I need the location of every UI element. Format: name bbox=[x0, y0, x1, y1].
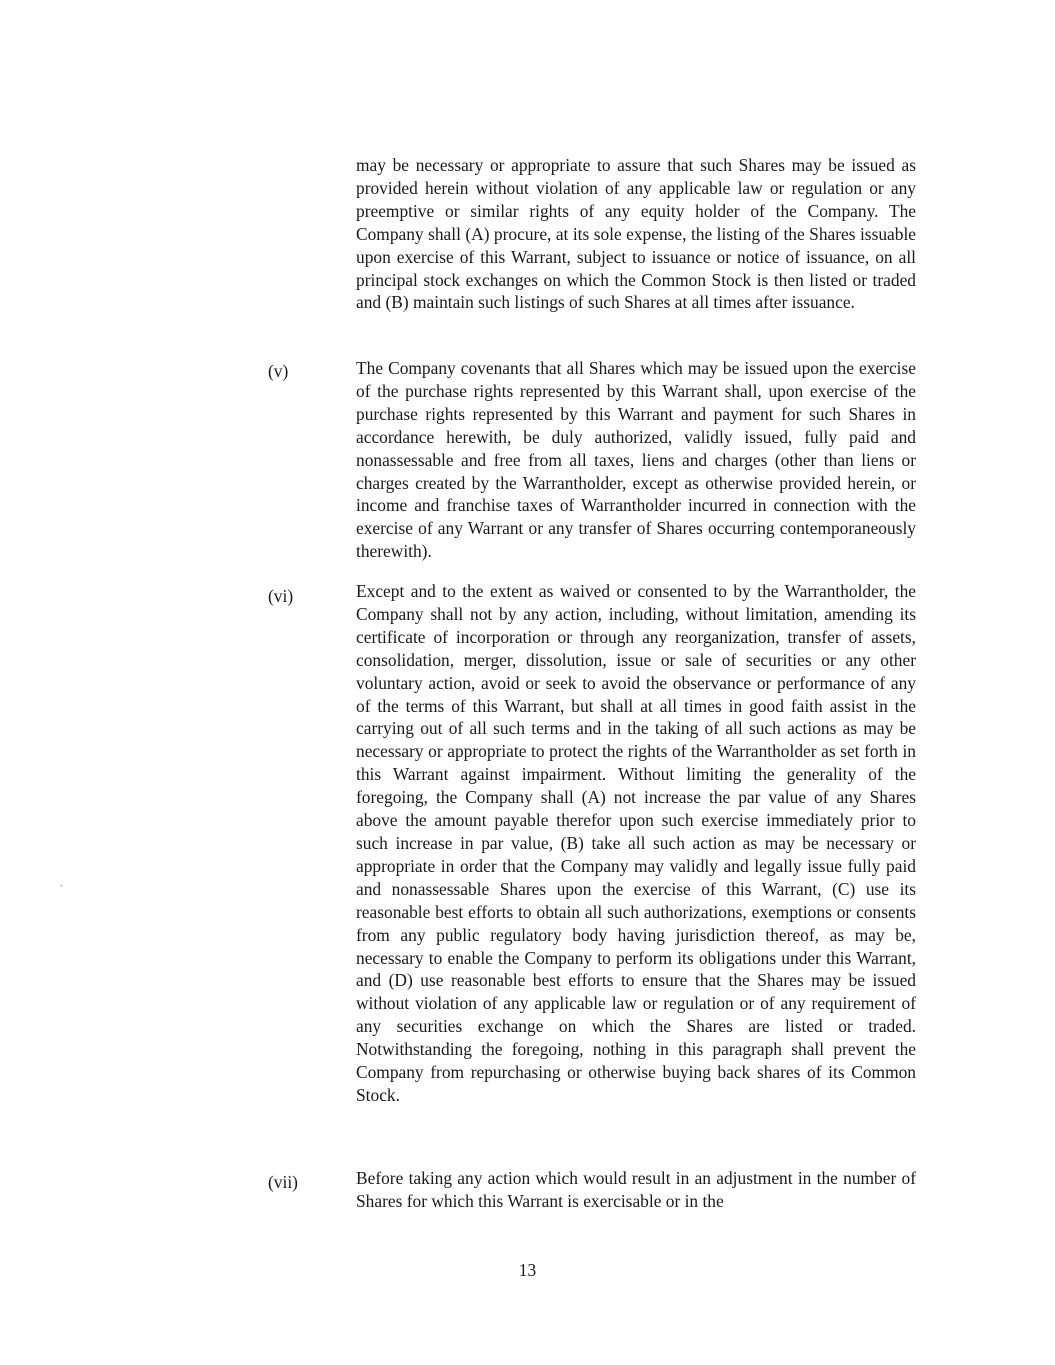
page-number: 13 bbox=[518, 1260, 537, 1280]
clause-vii-text: Before taking any action which would result in an adjustment in the number of Shares for which this Warrant is exercisable or in the bbox=[356, 1168, 916, 1211]
continuation-paragraph: may be necessary or appropriate to assure that such Shares may be issued as provided herein without violation of any applicable law or regulation or any preemptive or similar rights of any equity holder of the Company. The Company shall (A) procure, at its sole expense, the listing of the Shares issuable upon exercise of this Warrant, subject to issuance or notice of issuance, on all principal stock exchanges on which the Common Stock is then listed or traded and (B) maintain such listings of such Shares at all times after issuance. bbox=[356, 155, 916, 313]
clause-marker-v: (v) bbox=[268, 361, 289, 381]
clause-v-text: The Company covenants that all Shares which may be issued upon the exercise of the purchase rights represented by this Warrant shall, upon exercise of the purchase rights represented by this Warrant and payment for such Shares in accordance herewith, be duly authorized, validly issued, fully paid and nonassessable and free from all taxes, liens and charges (other than liens or charges created by the Warrantholder, except as otherwise provided herein, or income and franchise taxes of Warrantholder incurred in connection with the exercise of any Warrant or any transfer of Shares occurring contemporaneously therewith). bbox=[356, 358, 916, 562]
clause-marker-vii: (vii) bbox=[268, 1172, 298, 1192]
clause-vi-text: Except and to the extent as waived or consented to by the Warrantholder, the Company shall not by any action, including, without limitation, amending its certificate of incorporation or through any reorganization, transfer of assets, consolidation, merger, dissolution, issue or sale of securities or any other voluntary action, avoid or seek to avoid the observance or performance of any of the terms of this Warrant, but shall at all times in good faith assist in the carrying out of all such terms and in the taking of all such actions as may be necessary or appropriate to protect the rights of the Warrantholder as set forth in this Warrant against impairment. Without limiting the generality of the foregoing, the Company shall (A) not increase the par value of any Shares above the amount payable therefor upon such exercise immediately prior to such increase in par value, (B) take all such action as may be necessary or appropriate in order that the Company may validly and legally issue fully paid and nonassessable Shares upon the exercise of this Warrant, (C) use its reasonable best efforts to obtain all such authorizations, exemptions or consents from any public regulatory body having jurisdiction thereof, as may be, necessary to enable the Company to perform its obligations under this Warrant, and (D) use reasonable best efforts to ensure that the Shares may be issued without violation of any applicable law or regulation or of any requirement of any securities exchange on which the Shares are listed or traded. Notwithstanding the foregoing, nothing in this paragraph shall prevent the Company from repurchasing or otherwise buying back shares of its Common Stock. bbox=[356, 581, 916, 1105]
scan-speck bbox=[60, 884, 63, 887]
clause-marker-vi: (vi) bbox=[268, 586, 294, 606]
